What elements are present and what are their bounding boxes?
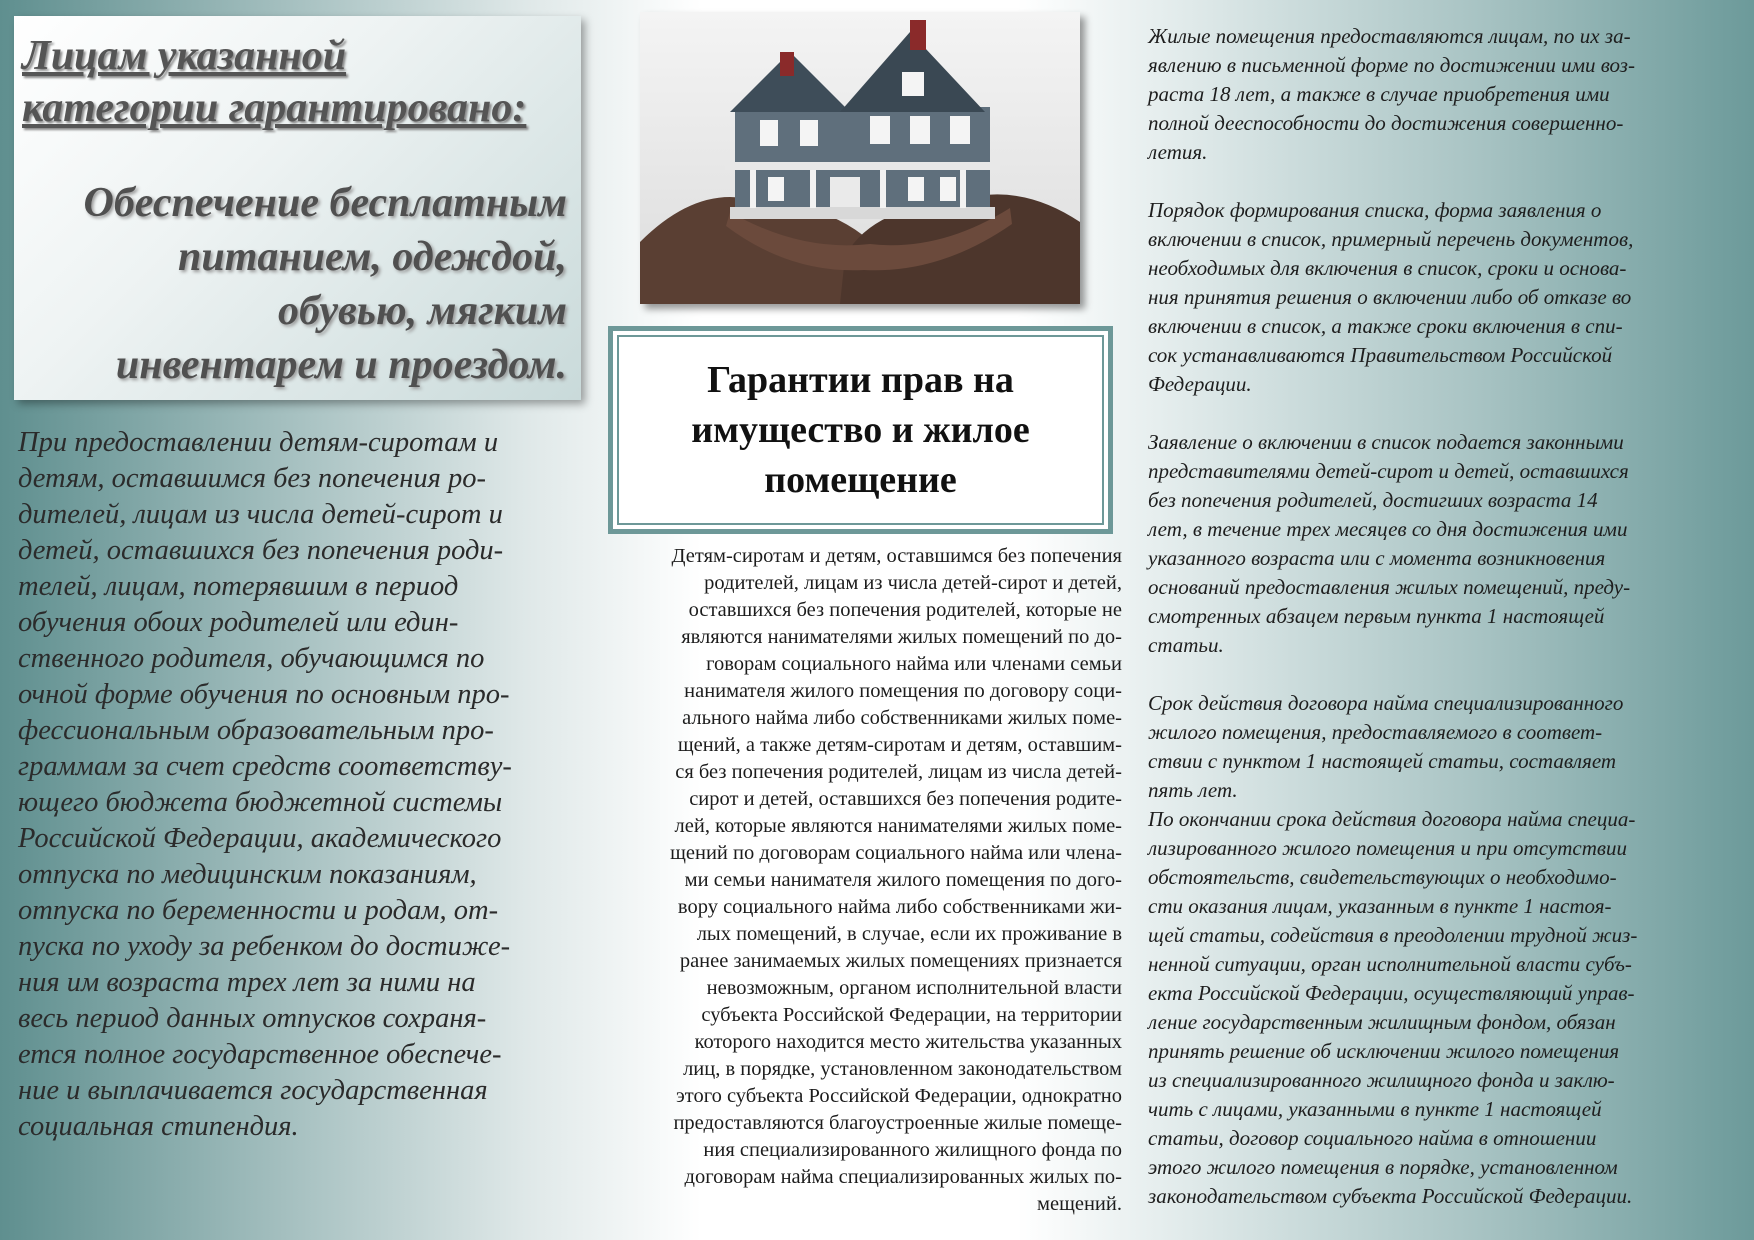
guarantee-statement: Обеспечение бесплатным питанием, одеждой, обувью, мягким инвентарем и проездом. — [83, 180, 567, 388]
page-title: Гарантии прав на имущество и жилое помещение — [691, 359, 1030, 501]
house-icon — [640, 12, 1080, 304]
right-column — [1148, 22, 1738, 1240]
right-paragraph-5: По окончании срока действия договора найма специа- лизированного жилого помещения и при отсутствии обстоятельств, свидетельствующих о необходимо- сти оказания лицам, указанным в пункте 1 настоя- щей статьи, содействия в преодолении трудной жиз- ненной ситуации, орган исполнительной власти субъ- екта Российской Федерации, осуществляющий управ- ление государственным жилищным фондом, обязан принять решение об исключении жилого помещения из специализированного жилищного фонда и заклю- чить с лицами, указанными в пункте 1 настоящей статьи, договор социального найма в отношении этого жилого помещения в порядке, установленном законодательством субъекта Российской Федерации. — [1148, 807, 1638, 1208]
panel-heading: Лицам указанной категории гарантировано: — [22, 33, 527, 131]
house-in-hands-photo — [640, 12, 1080, 304]
right-paragraph-4: Срок действия договора найма специализированного жилого помещения, предоставляемого в соответ- ствии с пунктом 1 настоящей статьи, составляет пять лет. — [1148, 691, 1624, 802]
right-paragraph-1: Жилые помещения предоставляются лицам, по их за- явлению в письменной форме по достижении ими воз- раста 18 лет, а также в случае приобретения ими полной дееспособности до достижения совершенно- летия. — [1148, 24, 1635, 164]
title-inner-border — [617, 335, 1104, 525]
right-paragraph-2: Порядок формирования списка, форма заявления о включении в список, примерный перечень документов, необходимых для включения в список, сроки и основа- ния принятия решения о включении либо об отказе во включении в список, а также сроки включения в спи- сок устанавливаются Правительством Российской Федерации. — [1148, 198, 1634, 396]
middle-column-text: Детям-сиротам и детям, оставшимся без попечения родителей, лицам из числа детей-сирот и детей, оставшихся без попечения родителей, которые не являются нанимателями жилых помещений по до- говорам социального найма или членами семьи нанимателя жилого помещения по договору соци- ального найма либо собственниками жилых поме- щений, а также детям-сиротам и детям, оставшим- ся без попечения родителей, лицам из числа детей- сирот и детей, оставшихся без попечения родите- лей, которые являются нанимателями жилых поме- щений по договорам социального найма или члена- ми семьи нанимателя жилого помещения по дого- вору социального найма либо собственниками жи- лых помещений, в случае, если их проживание в ранее занимаемых жилых помещениях признается невозможным, органом исполнительной власти субъекта Российской Федерации, на территории которого находится место жительства указанных лиц, в порядке, установленном законодательством этого субъекта Российской Федерации, однократно предоставляются благоустроенные жилые помеще- ния специализированного жилищного фонда по договорам найма специализированных жилых по- мещений. — [670, 545, 1122, 1215]
right-paragraph-3: Заявление о включении в список подается законными представителями детей-сирот и детей, оставшихся без попечения родителей, достигших возраста 14 лет, в течение трех месяцев со дня достижения ими указанного возраста или с момента возникновения оснований предоставления жилых помещений, преду- смотренных абзацем первым пункта 1 настоящей статьи. — [1148, 430, 1631, 657]
left-column-text: При предоставлении детям-сиротам и детям, оставшимся без попечения ро- дителей, лицам из числа детей-сирот и детей, оставшихся без попечения роди- телей, лицам, потерявшим в период обучения обоих родителей или един- ственного родителя, обучающимся по очной форме обучения по основным про- фессиональным образовательным про- граммам за счет средств соответству- ющего бюджета бюджетной системы Российской Федерации, академического отпуска по медицинским показаниям, отпуска по беременности и родам, от- пуска по уходу за ребенком до достиже- ния им возраста трех лет за ними на весь период данных отпусков сохраня- ется полное государственное обеспече- ние и выплачивается государственная социальная стипендия. — [18, 427, 512, 1142]
guarantees-panel — [14, 16, 581, 400]
title-frame — [608, 326, 1113, 534]
